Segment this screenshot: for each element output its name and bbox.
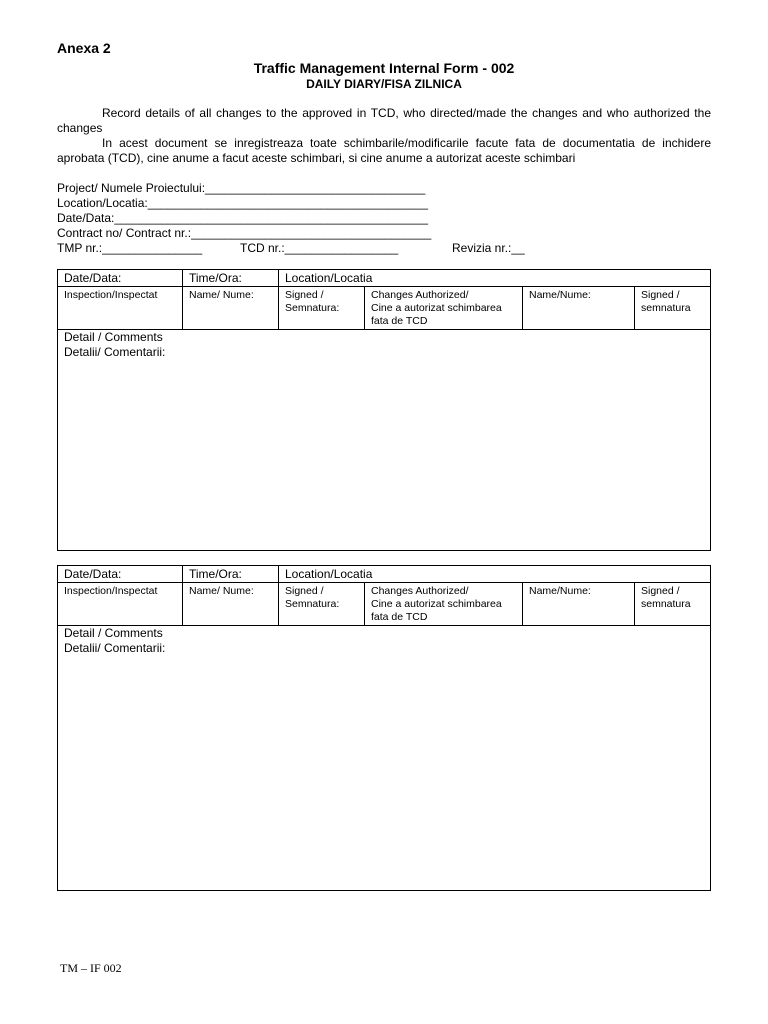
detail-comments-area[interactable] (58, 330, 710, 360)
time-cell[interactable]: Time/Ora: (182, 566, 278, 582)
authorizer-name-cell[interactable]: Name/Nume: (522, 287, 634, 329)
form-title: Traffic Management Internal Form - 002 (253, 60, 515, 76)
changes-label-line-2: Cine a autorizat schimbarea (371, 302, 502, 314)
changes-label-line-1: Changes Authorized/ (371, 289, 469, 301)
signature-cell[interactable] (278, 583, 364, 625)
diary-entry (57, 269, 711, 551)
entry-header-row (58, 270, 710, 287)
diary-entry (57, 565, 711, 891)
detail-label-ro: Detalii/ Comentarii: (64, 641, 166, 655)
changes-label-line-3: fata de TCD (371, 315, 428, 327)
entry-header-row (58, 566, 710, 583)
signature-cell[interactable] (278, 287, 364, 329)
detail-label-ro: Detalii/ Comentarii: (64, 345, 166, 359)
location-field[interactable]: Location/Locatia:__________________________________________ (57, 196, 429, 210)
inspection-cell[interactable]: Inspection/Inspectat (64, 585, 158, 597)
time-cell[interactable]: Time/Ora: (182, 270, 278, 286)
inspection-cell[interactable]: Inspection/Inspectat (64, 289, 158, 301)
entry-authorization-row (58, 287, 710, 330)
annex-label: Anexa 2 (57, 40, 111, 56)
name-cell[interactable]: Name/ Nume: (182, 287, 278, 329)
tmp-number-field[interactable]: TMP nr.:_______________ (57, 241, 203, 255)
authorizer-name-cell[interactable]: Name/Nume: (522, 583, 634, 625)
intro-english (57, 106, 711, 135)
date-cell[interactable]: Date/Data: (64, 271, 122, 285)
changes-label-line-3: fata de TCD (371, 611, 428, 623)
date-field[interactable]: Date/Data:_______________________________________________ (57, 211, 429, 225)
contract-field[interactable]: Contract no/ Contract nr.:____________________________________ (57, 226, 432, 240)
authorizer-signature-cell[interactable] (634, 583, 710, 625)
authorizer-signature-line-2: semnatura (641, 302, 691, 314)
tcd-number-field[interactable]: TCD nr.:_________________ (240, 241, 399, 255)
detail-label-en: Detail / Comments (64, 330, 163, 344)
authorizer-signature-line-2: semnatura (641, 598, 691, 610)
detail-comments-area[interactable] (58, 626, 710, 656)
intro-romanian-text: In acest document se inregistreaza toate schimbarile/modificarile facute fata de documentatia de inchidere aprobata (TCD), cine anume a facut aceste schimbari, si cine anume a autorizat aceste schimbari (57, 136, 711, 165)
signature-label-line-1: Signed / (285, 289, 324, 301)
authorizer-signature-line-1: Signed / (641, 289, 680, 301)
form-subtitle: DAILY DIARY/FISA ZILNICA (306, 77, 462, 91)
signature-label-line-2: Semnatura: (285, 598, 340, 610)
changes-label-line-2: Cine a autorizat schimbarea (371, 598, 502, 610)
authorizer-signature-cell[interactable] (634, 287, 710, 329)
form-code-footer: TM – IF 002 (60, 961, 122, 975)
detail-label-en: Detail / Comments (64, 626, 163, 640)
date-cell[interactable]: Date/Data: (64, 567, 122, 581)
changes-authorized-cell[interactable] (364, 287, 522, 329)
signature-label-line-2: Semnatura: (285, 302, 340, 314)
revision-field[interactable]: Revizia nr.:__ (452, 241, 525, 255)
changes-authorized-cell[interactable] (364, 583, 522, 625)
location-cell[interactable]: Location/Locatia (278, 270, 710, 286)
intro-english-text: Record details of all changes to the approved in TCD, who directed/made the changes and who authorized the changes (57, 106, 711, 135)
authorizer-signature-line-1: Signed / (641, 585, 680, 597)
name-cell[interactable]: Name/ Nume: (182, 583, 278, 625)
intro-romanian (57, 136, 711, 165)
project-field[interactable]: Project/ Numele Proiectului:_________________________________ (57, 181, 426, 195)
signature-label-line-1: Signed / (285, 585, 324, 597)
location-cell[interactable]: Location/Locatia (278, 566, 710, 582)
entry-authorization-row (58, 583, 710, 626)
changes-label-line-1: Changes Authorized/ (371, 585, 469, 597)
